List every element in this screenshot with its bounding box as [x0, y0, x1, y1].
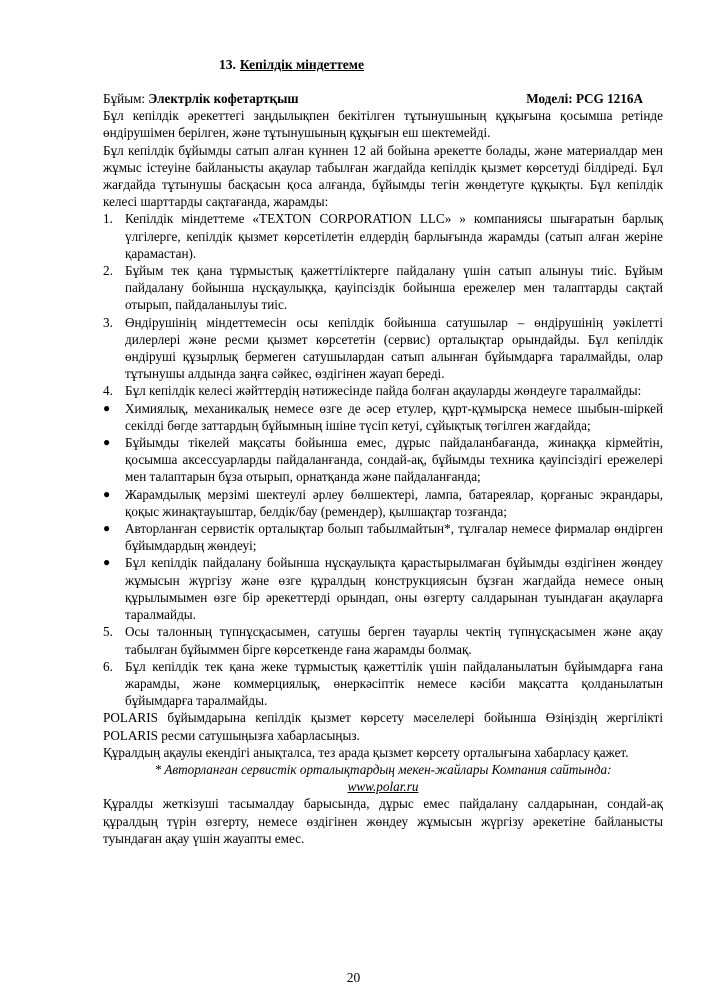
- item-text: Кепілдік міндеттеме «TEXTON CORPORATION LLC» » компаниясы шығаратын барлық үлгілерге, кепілдік қызмет көрсетілетін елдердің барлығында жарамды (сатып алған жеріне қарамастан).: [125, 211, 663, 261]
- exclusion-bullet: [103, 400, 663, 434]
- footnote-text: * Авторланған сервистік орталықтардың мекен-жайлары Компания сайтында:: [154, 761, 612, 777]
- item-text: Бұл кепілдік келесі жәйттердің нәтижесінде пайда болған ақауларды жөндеуге таралмайды:: [125, 383, 642, 399]
- model-label: Моделі:: [526, 91, 573, 106]
- product-line: [103, 90, 663, 107]
- condition-item: [103, 262, 663, 314]
- bullet-text: Бұйымды тікелей мақсаты бойынша емес, дұрыс пайдаланбағанда, жинаққа кірмейтін, қосымша аксессуарларды пайдаланғанда, сондай-ақ, бұйымды техника қауіпсіздігі ережелері мен талаптарын бұза отырып, орнатқанда және пайдаланғанда;: [125, 435, 663, 485]
- service-contact-paragraph: Құралдың ақаулы екендігі анықталса, тез арада қызмет көрсету орталығына хабарласу қажет.: [103, 744, 629, 760]
- product-label: Бұйым:: [103, 91, 146, 106]
- item-number: 4.: [103, 383, 113, 399]
- exclusion-bullet: [103, 434, 663, 486]
- bullet-text: Авторланған сервистік орталықтар болып табылмайтын*, тұлғалар немесе фирмалар өндірген бұйымдардың жөндеуі;: [125, 521, 663, 554]
- bullet-icon: ●: [103, 435, 111, 450]
- intro-paragraph-1: Бұл кепілдік әрекеттегі заңдылықпен бекітілген тұтынушының құқығына қосымша ретінде өндірушімен берілген, және тұтынушының құқығын еш шектемейді.: [103, 108, 663, 141]
- exclusion-bullet: [103, 520, 663, 554]
- footnote: [103, 761, 663, 795]
- item-text: Бұл кепілдік тек қана жеке тұрмыстық қажеттілік үшін пайдаланылатын бұйымдарға ғана жарамды, және коммерциялық, өнеркәсіптік немесе кәсіби мақсатта қолданылатын бұйымдарға таралмайды.: [125, 658, 663, 709]
- item-number: 2.: [103, 263, 113, 279]
- item-number: 5.: [103, 624, 113, 640]
- bullet-icon: ●: [103, 486, 111, 501]
- document-body: [103, 90, 663, 847]
- website-link[interactable]: www.polar.ru: [347, 779, 419, 795]
- item-number: 6.: [103, 658, 113, 674]
- item-text: Бұйым тек қана тұрмыстық қажеттіліктерге пайдалану үшін сатып алынуы тиіс. Бұйым пайдалану бойынша нұсқаулыққа, қауіпсіздік бойынша ережелер мен талаптарды сақтай отырып, пайдаланылуы тиіс.: [125, 263, 663, 313]
- closing-paragraph: Құралды жеткізуші тасымалдау барысында, дұрыс емес пайдалану салдарынан, сондай-ақ құралдың түрін өзгерту, немесе өздігінен жөндеу жұмысын жүргізу әрекетіне байланысты туындаған ақау үшін жауапты емес.: [103, 796, 663, 846]
- exclusion-bullet: [103, 486, 663, 520]
- item-number: 1.: [103, 211, 113, 227]
- condition-item: [103, 623, 663, 657]
- bullet-icon: ●: [103, 555, 111, 570]
- product-name-field: [103, 90, 299, 107]
- dealer-contact-paragraph: POLARIS бұйымдарына кепілдік қызмет көрсету мәселелері бойынша Өзіңіздің жергілікті POLARIS ресми сатушыңызға хабарласыңыз.: [103, 710, 663, 743]
- bullet-text: Бұл кепілдік пайдалану бойынша нұсқаулықта қарастырылмаған бұйымды өздігінен жөндеу жұмысын жүргізу және өзге құралдың конструкциясын бұзған жағдайда немесе оның құрылымымен өзге бір әрекеттерді орындап, оны өзгерту салдарынан туындаған ақауларға таралмайды.: [125, 555, 663, 623]
- page-number: 20: [346, 970, 361, 985]
- model-field: [526, 90, 643, 107]
- bullet-icon: ●: [103, 521, 111, 536]
- item-text: Өндірушінің міндеттемесін осы кепілдік бойынша сатушылар – өндірушінің уәкілетті дилерлері және ресми қызмет көрсететін (сервис) орталықтар орындайды. Бұл кепілдік өндіруші құзырлық бермеген сатушылардан сатып алынған бұйымдарға таралмайды, олар тұтынушы алдында заңға сәйкес, өздігінен жауап береді.: [125, 314, 663, 382]
- exclusion-bullet: [103, 554, 663, 623]
- condition-item: [103, 382, 663, 399]
- section-title: [219, 56, 364, 73]
- condition-item: [103, 314, 663, 383]
- section-number: 13.: [219, 57, 236, 72]
- product-name: Электрлік кофетартқыш: [148, 91, 299, 106]
- condition-item: [103, 210, 663, 262]
- model-number: PCG 1216A: [575, 91, 643, 106]
- item-text: Осы талонның түпнұсқасымен, сатушы берген тауарлы чектің түпнұсқасымен және ақау табылған бұйыммен бірге көрсеткенде ғана жарамды болмақ.: [125, 624, 663, 657]
- bullet-icon: ●: [103, 400, 111, 415]
- intro-paragraph-2: Бұл кепілдік бұйымды сатып алған күннен 12 ай бойына әрекетте болады, және материалдар мен жұмыс істеуіне байланысты ақаулар табылған жағдайда кепілдік қызмет көрсетуді білдіреді. Бұл жағдайда тұтынушы басқасын қоса алғанда, бұйымды тегін жөндетуге құқықты. Бұл кепілдік келесі шарттарды сақтағанда, жарамды:: [103, 142, 663, 210]
- bullet-text: Химиялық, механикалық немесе өзге де әсер етулер, құрт-құмырсқа немесе шыбын-шіркей секілді бөгде заттардың бұйымның ішіне түсіп кетуі, сұйықтық төгілген жағдайда;: [125, 400, 663, 433]
- item-number: 3.: [103, 314, 113, 330]
- bullet-text: Жарамдылық мерзімі шектеулі әрлеу бөлшектері, лампа, батареялар, қорғаныс экрандары, қоқыс жинақтауыштар, белдік/бау (ремендер), қылшақтар тозғанда;: [125, 486, 663, 519]
- section-title-text: Кепілдік міндеттеме: [239, 57, 364, 72]
- condition-item: [103, 658, 663, 710]
